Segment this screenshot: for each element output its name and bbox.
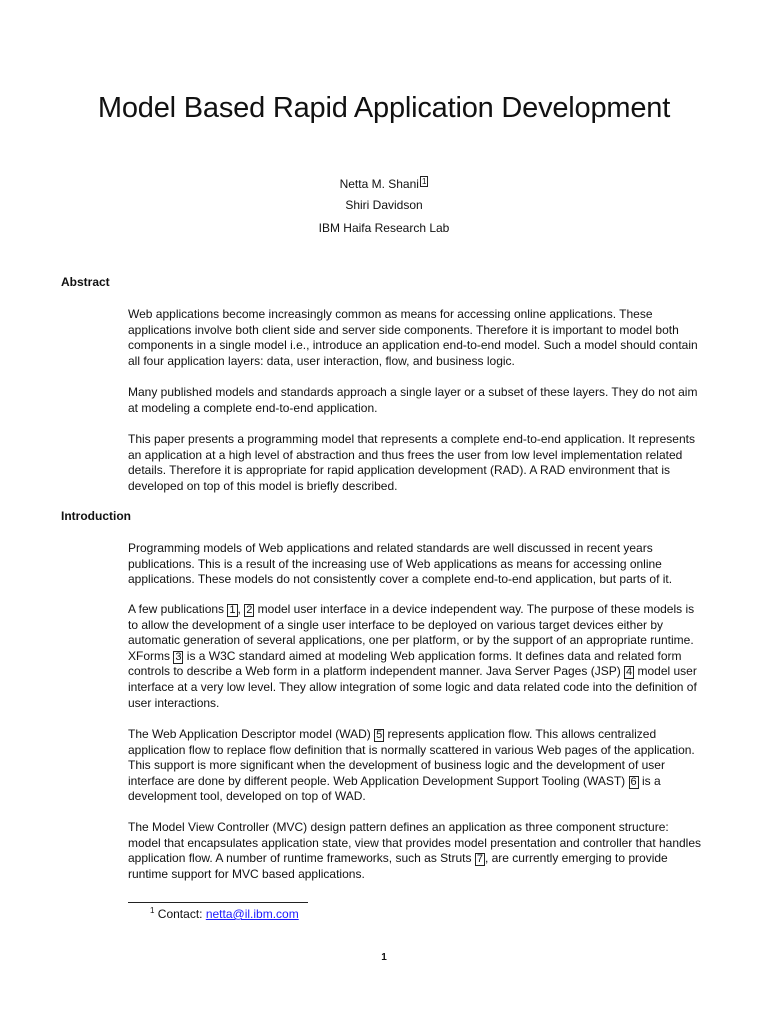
author-name-2: Shiri Davidson <box>345 198 423 212</box>
abstract-heading: Abstract <box>61 275 110 289</box>
author-name: Netta M. Shani <box>339 177 419 191</box>
footnote <box>150 906 299 921</box>
footnote-number: 1 <box>150 906 155 915</box>
page-number: 1 <box>381 952 387 963</box>
intro-paragraph-3 <box>128 727 703 805</box>
introduction-heading: Introduction <box>61 509 131 523</box>
contact-email-link[interactable]: netta@il.ibm.com <box>205 907 299 921</box>
text-run: model user interface in a device independent way. The purpose of these models is to allow the development of a single user interface to be deployed on various target devices either by automatic generation of several applications, one per platform, or by the support of an appropriate runtime. XForms <box>128 602 695 663</box>
citation-link[interactable]: 7 <box>476 853 483 866</box>
paper-title: Model Based Rapid Application Development <box>97 92 671 124</box>
citation-link[interactable]: 1 <box>229 604 236 616</box>
intro-paragraph-2 <box>128 602 703 711</box>
text-run: A few publications <box>128 602 228 616</box>
text-run: represents application flow. This allows centralized application flow to replace flow definition that is normally scattered in various Web pages of the application. This support is more significant when the development of business logic and the development of user interface are done by different people. Web Application Development Support Tooling (WAST) <box>128 727 695 788</box>
intro-paragraph-4 <box>128 820 703 882</box>
intro-paragraph-1: Programming models of Web applications and related standards are well discussed in recent years publications. This is a result of the increasing use of Web applications as means for accessing online applications. These models do not consistently cover a complete end-to-end application, but parts of it. <box>128 541 673 587</box>
text-run: The Model View Controller (MVC) design pattern defines an application as three component structure: model that encapsulates application state, view that provides model presentation and controller that handles application flow. A number of runtime frameworks, such as Struts <box>128 820 702 866</box>
text-run: model user interface at a very low level. They allow integration of some logic and data related code into the definition of user interactions. <box>128 664 697 710</box>
citation-link[interactable]: 5 <box>376 729 383 741</box>
citation-link[interactable]: 4 <box>626 666 633 679</box>
abstract-paragraph-1: Web applications become increasingly common as means for accessing online applications. These applications involve both client side and server side components. Therefore it is important to model both components in a single model i.e., introduce an application end-to-end model. Such a model should contain all four application layers: data, user interaction, flow, and business logic. <box>128 307 698 368</box>
footnote-label: Contact: <box>157 907 206 921</box>
text-run: The Web Application Descriptor model (WAD) <box>128 727 375 741</box>
citation-link[interactable]: 3 <box>175 650 182 663</box>
text-run: is a development tool, developed on top of WAD. <box>128 773 661 804</box>
author-line-1 <box>0 176 768 191</box>
footnote-marker[interactable]: 1 <box>421 177 427 186</box>
text-run: is a W3C standard aimed at modeling Web application forms. It defines data and related form controls to describe a Web form in a platform independent manner. Java Server Pages (JSP) <box>128 648 682 679</box>
text-run: , <box>237 602 245 616</box>
text-run: , are currently emerging to provide runtime support for MVC based applications. <box>128 851 668 881</box>
abstract-paragraph-3: This paper presents a programming model that represents a complete end-to-end application. It represents an application at a high level of abstraction and thus frees the user from low level implementation related details. Therefore it is appropriate for rapid application development (RAD). A RAD environment that is developed on top of this model is briefly described. <box>128 432 695 493</box>
footnote-divider <box>128 902 308 903</box>
citation-link[interactable]: 6 <box>630 775 637 788</box>
abstract-paragraph-2: Many published models and standards approach a single layer or a subset of these layers. They do not aim at modeling a complete end-to-end application. <box>128 385 698 415</box>
affiliation: IBM Haifa Research Lab <box>318 221 450 235</box>
citation-link[interactable]: 2 <box>246 604 253 616</box>
